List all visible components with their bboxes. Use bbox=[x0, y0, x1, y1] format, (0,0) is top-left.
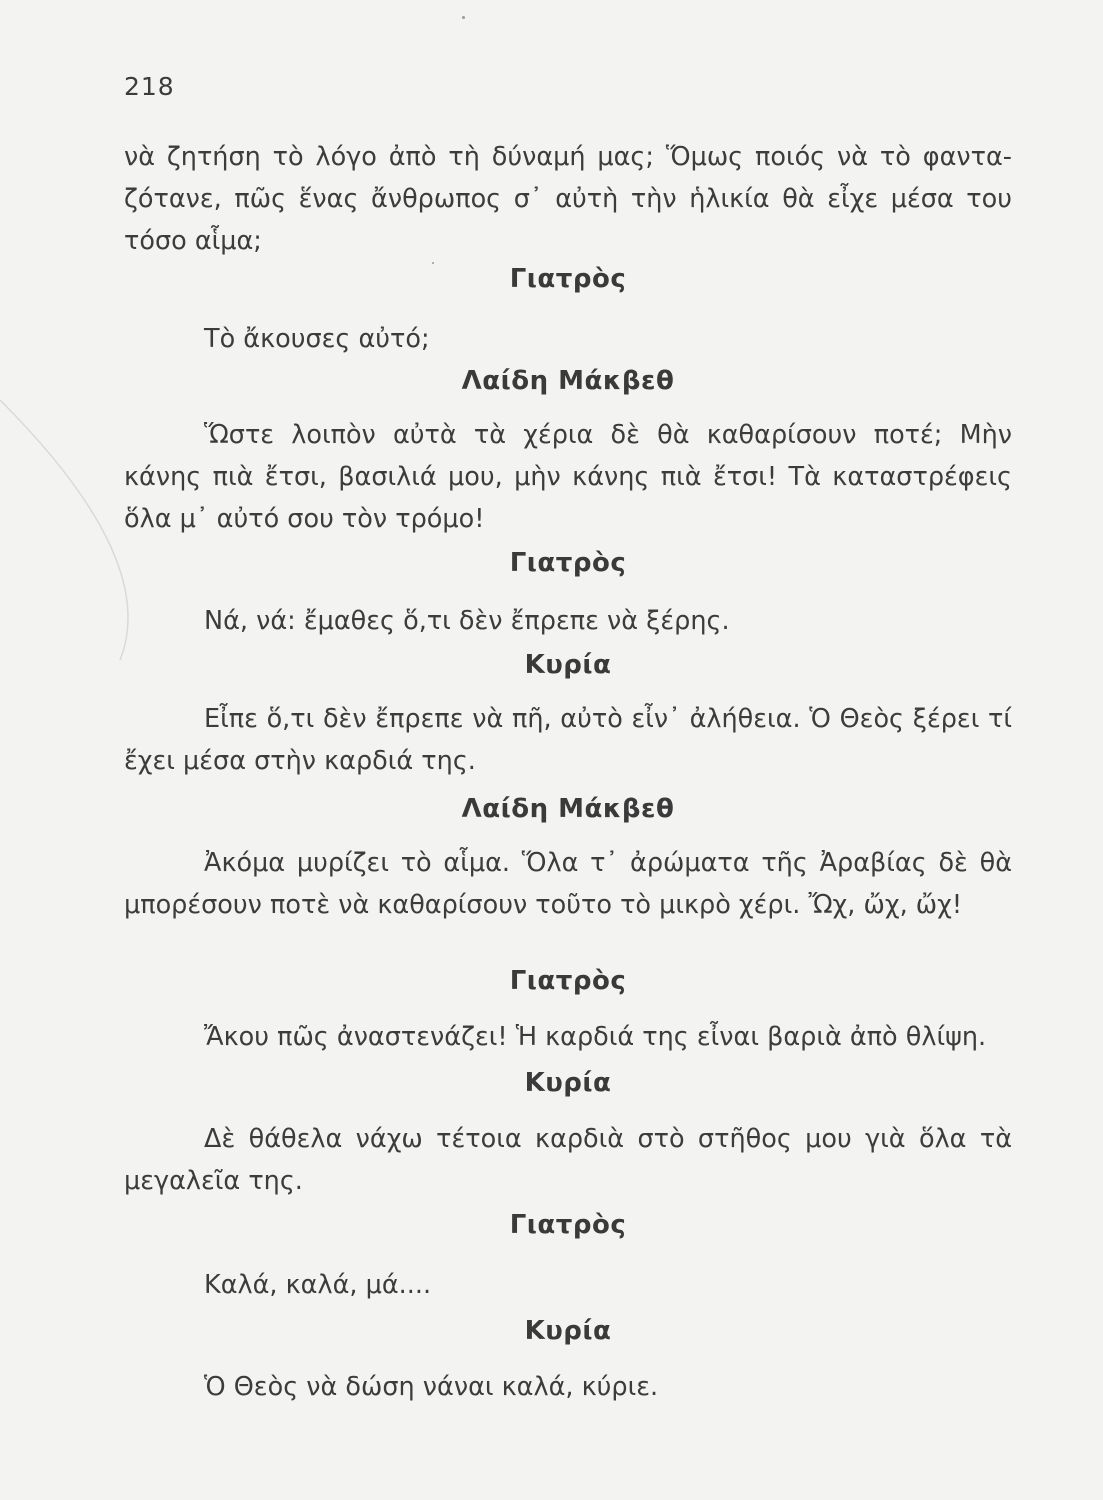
speaker-name: Κυρία bbox=[524, 650, 612, 680]
dialogue-text: Ἄκου πῶς ἀναστενάζει! Ἡ καρδιά της εἶναι βαριὰ ἀπὸ θλίψη. bbox=[204, 1022, 987, 1052]
dialogue-line bbox=[124, 318, 1012, 360]
speaker-name: Γιατρὸς bbox=[509, 264, 627, 294]
dialogue-text: Ὥστε λοιπὸν αὐτὰ τὰ χέρια δὲ θὰ καθαρίσουν ποτέ; Μὴν κάνης πιὰ ἔτσι, βασιλιά μου, μὴν κάνης πιὰ ἔτσι! Τὰ καταστρέφεις ὅλα μ᾽ αὐτό σου τὸν τρόμο! bbox=[124, 420, 1012, 534]
dialogue-line bbox=[124, 414, 1012, 540]
dialogue-line bbox=[124, 1366, 1012, 1408]
dialogue-text: Ὁ Θεὸς νὰ δώση νάναι καλά, κύριε. bbox=[204, 1372, 659, 1402]
page-number: 218 bbox=[124, 72, 175, 101]
dialogue-text: Δὲ θάθελα νάχω τέτοια καρδιὰ στὸ στῆθος μου γιὰ ὅλα τὰ μεγαλεῖα της. bbox=[124, 1124, 1012, 1196]
paper-speck bbox=[462, 16, 465, 19]
speaker-name: Κυρία bbox=[524, 1068, 612, 1098]
dialogue-line bbox=[124, 1118, 1012, 1202]
dialogue-text: Καλά, καλά, μά.... bbox=[204, 1270, 432, 1300]
dialogue-text: Τὸ ἄκουσες αὐτό; bbox=[204, 324, 430, 354]
dialogue-line bbox=[124, 600, 1012, 642]
dialogue-text: Ἀκόμα μυρίζει τὸ αἷμα. Ὅλα τ᾽ ἀρώματα τῆς Ἀραβίας δὲ θὰ μπορέσουν ποτὲ νὰ καθαρίσουν τοῦτο τὸ μικρὸ χέρι. Ὤχ, ὤχ, ὤχ! bbox=[124, 848, 1012, 920]
speaker-name: Κυρία bbox=[524, 1316, 612, 1346]
speaker-name: Γιατρὸς bbox=[509, 966, 627, 996]
paragraph bbox=[124, 136, 1012, 262]
speaker-name: Γιατρὸς bbox=[509, 548, 627, 578]
speaker-name: Γιατρὸς bbox=[509, 1210, 627, 1240]
speaker-name: Λαίδη Μάκβεθ bbox=[461, 794, 675, 824]
paragraph-text: νὰ ζητήση τὸ λόγο ἀπὸ τὴ δύναμή μας; Ὅμως ποιός νὰ τὸ φαντα-ζότανε, πῶς ἕνας ἄνθρωπος σ᾽ αὐτὴ τὴν ἡλικία θὰ εἶχε μέσα του τόσο αἷμα; bbox=[124, 142, 1012, 256]
dialogue-line bbox=[124, 1016, 1012, 1058]
dialogue-text: Νά, νά: ἔμαθες ὅ,τι δὲν ἔπρεπε νὰ ξέρης. bbox=[204, 606, 730, 636]
dialogue-line bbox=[124, 1264, 1012, 1306]
speaker-name: Λαίδη Μάκβεθ bbox=[461, 366, 675, 396]
dialogue-line bbox=[124, 842, 1012, 926]
dialogue-line bbox=[124, 698, 1012, 782]
dialogue-text: Εἶπε ὅ,τι δὲν ἔπρεπε νὰ πῆ, αὐτὸ εἶν᾽ ἀλήθεια. Ὁ Θεὸς ξέρει τί ἔχει μέσα στὴν καρδιά της. bbox=[124, 704, 1012, 776]
